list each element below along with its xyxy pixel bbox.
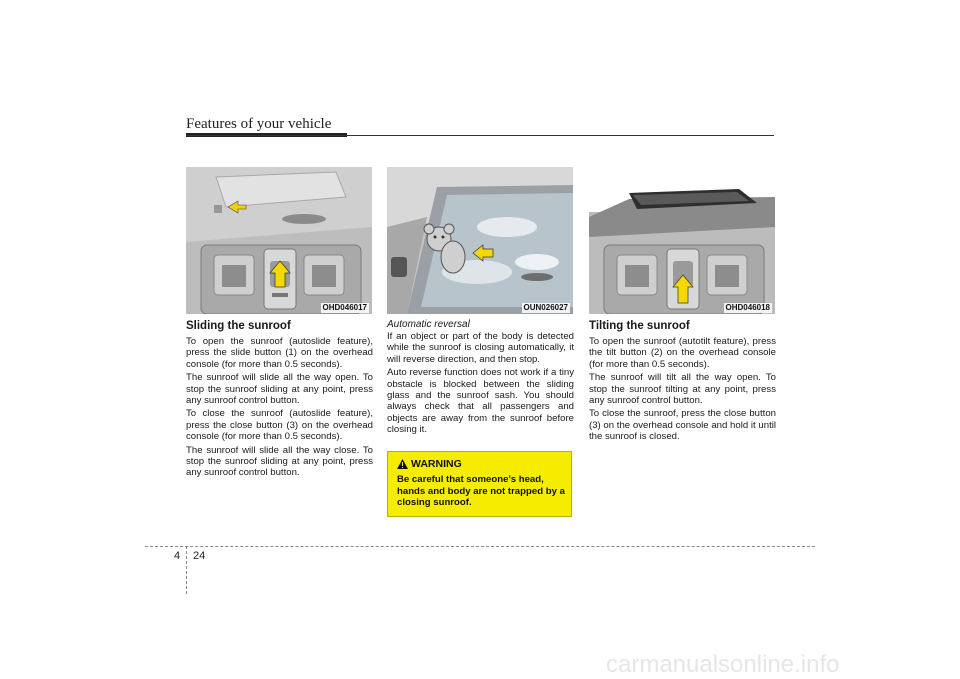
- page-header-title: Features of your vehicle: [186, 116, 332, 132]
- paragraph: Auto reverse function does not work if a tiny obstacle is blocked between the sliding glass and the sunroof sash. You should always check that all passengers and objects are away from the sunroof before closing it.: [387, 367, 574, 436]
- figure-slide-sunroof: [186, 167, 372, 314]
- figure-tilt-sunroof: [589, 167, 775, 314]
- paragraph: If an object or part of the body is detected while the sunroof is closing automatically, it will reverse direction, and then stop.: [387, 331, 574, 365]
- warning-triangle-icon: [397, 459, 408, 469]
- section-sliding-sunroof: [186, 319, 373, 481]
- section-tilting-sunroof: [589, 319, 776, 445]
- footer-rule: [145, 546, 815, 547]
- watermark: carmanualsonline.info: [606, 651, 840, 678]
- paragraph: The sunroof will tilt all the way open. To stop the sunroof tilting at any point, press any sunroof control button.: [589, 372, 776, 407]
- warning-box: [387, 451, 572, 517]
- warning-title: WARNING: [411, 458, 462, 470]
- paragraph: The sunroof will slide all the way open. To stop the sunroof sliding at any point, press any sunroof control button.: [186, 372, 373, 407]
- figure-code: OHD046018: [725, 303, 770, 312]
- paragraph: To open the sunroof (autoslide feature), press the slide button (1) on the overhead console (for more than 0.5 seconds).: [186, 336, 373, 370]
- section-heading: Tilting the sunroof: [589, 320, 690, 332]
- figure-code: OUN026027: [523, 303, 568, 312]
- warning-text: Be careful that someone’s head, hands and body are not trapped by a closing sunroof.: [397, 474, 565, 508]
- section-automatic-reversal: [387, 319, 574, 438]
- page-number: 24: [193, 550, 206, 562]
- paragraph: The sunroof will slide all the way close. To stop the sunroof sliding at any point, press any sunroof control button.: [186, 444, 373, 479]
- sunroof-obstacle-illustration: [387, 167, 573, 314]
- section-subheading: Automatic reversal: [387, 319, 470, 330]
- overhead-console-tilt-illustration: [589, 167, 775, 314]
- footer-divider: [186, 546, 187, 594]
- chapter-number: 4: [174, 550, 181, 562]
- header-rule: [186, 135, 774, 136]
- overhead-console-slide-illustration: [186, 167, 372, 314]
- paragraph: To close the sunroof, press the close button (3) on the overhead console and hold it until the sunroof is closed.: [589, 408, 776, 443]
- paragraph: To open the sunroof (autotilt feature), press the tilt button (2) on the overhead console (for more than 0.5 seconds).: [589, 336, 776, 370]
- paragraph: To close the sunroof (autoslide feature), press the close button (3) on the overhead console (for more than 0.5 seconds).: [186, 408, 373, 443]
- section-heading: Sliding the sunroof: [186, 320, 291, 332]
- figure-automatic-reversal: [387, 167, 573, 314]
- figure-code: OHD046017: [322, 303, 367, 312]
